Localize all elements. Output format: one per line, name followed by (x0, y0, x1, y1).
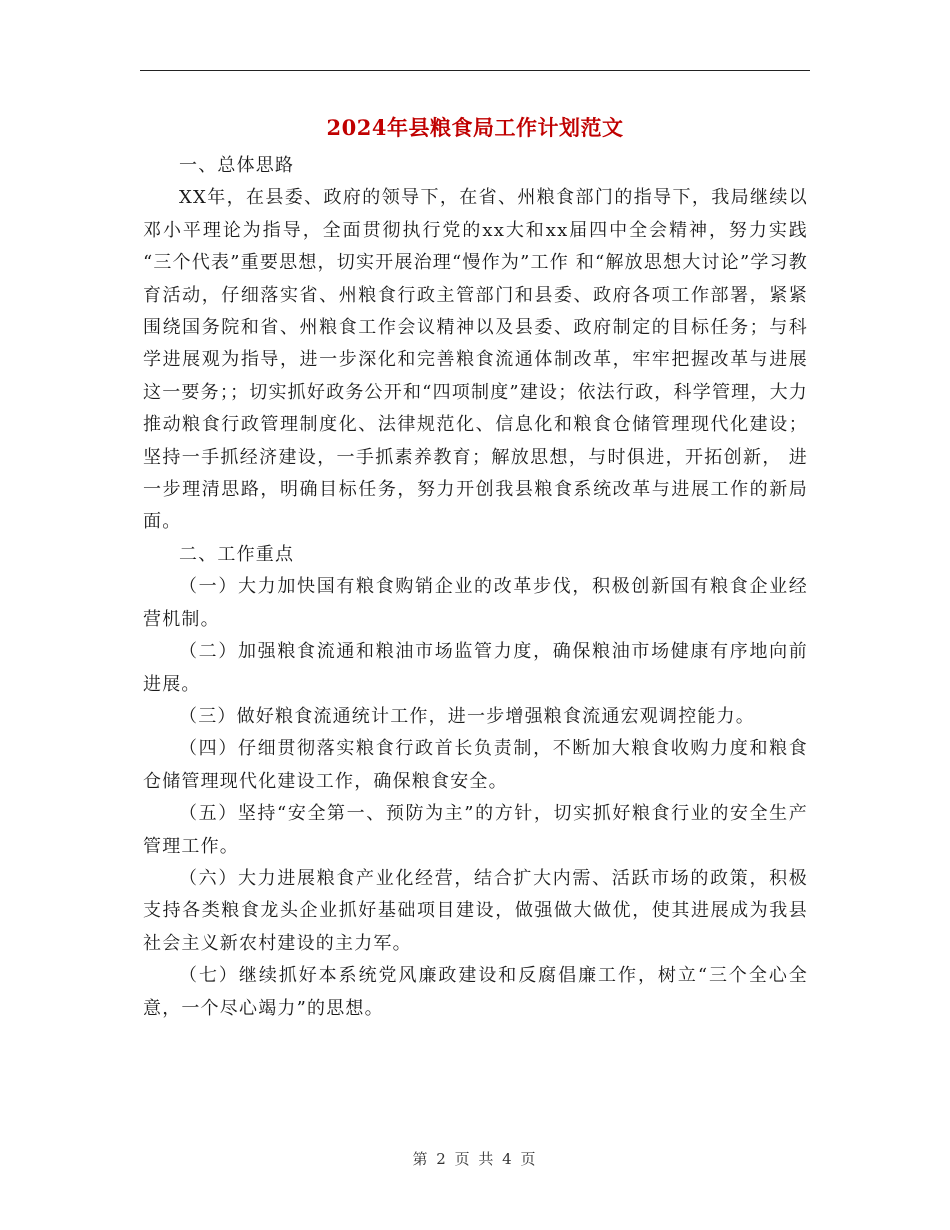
section-1-heading: 一、总体思路 (179, 155, 295, 176)
work-item-2: （二）加强粮食流通和粮油市场监管力度，确保粮油市场健康有序地向前进展。 (143, 641, 808, 695)
page-number: 第 2 页 共 4 页 (412, 1150, 538, 1168)
work-item-3: （三）做好粮食流通统计工作，进一步增强粮食流通宏观调控能力。 (179, 705, 755, 727)
work-item-7: （七）继续抓好本系统党风廉政建设和反腐倡廉工作，树立“三个全心全意，一个尽心竭力”的思想。 (143, 965, 808, 1019)
document-body (143, 150, 808, 1025)
work-item-5: （五）坚持“安全第一、预防为主”的方针，切实抓好粮食行业的安全生产管理工作。 (143, 803, 808, 857)
work-item-4: （四）仔细贯彻落实粮食行政首长负责制，不断加大粮食收购力度和粮食仓储管理现代化建设工作，确保粮食安全。 (143, 738, 808, 792)
document-title: 2024年县粮食局工作计划范文 (326, 115, 624, 140)
section-2-heading: 二、工作重点 (179, 543, 295, 565)
work-item-1: （一）大力加快国有粮食购销企业的改革步伐，积极创新国有粮食企业经营机制。 (143, 576, 808, 630)
header-rule (140, 70, 810, 71)
work-item-6: （六）大力进展粮食产业化经营，结合扩大内需、活跃市场的政策，积极支持各类粮食龙头企业抓好基础项目建设，做强做大做优，使其进展成为我县社会主义新农村建设的主力军。 (143, 867, 808, 954)
section-1-paragraph: XX年，在县委、政府的领导下，在省、州粮食部门的指导下，我局继续以邓小平理论为指导，全面贯彻执行党的xx大和xx届四中全会精神，努力实践 “三个代表”重要思想，切实开展治理“慢作为”工作 和“解放思想大讨论”学习教育活动，仔细落实省、州粮食行政主管部门和县委、政府各项工作部署，紧紧围绕国务院和省、州粮食工作会议精神以及县委、政府制定的目标任务；与科学进展观为指导，进一步深化和完善粮食流通体制改革，牢牢把握改革与进展这一要务；；切实抓好政务公开和“四项制度”建设；依法行政，科学管理，大力推动粮食行政管理制度化、法律规范化、信息化和粮食仓储管理现代化建设；坚持一手抓经济建设，一手抓素养教育；解放思想，与时俱进，开拓创新， 进一步理清思路，明确目标任务，努力开创我县粮食系统改革与进展工作的新局面。 (143, 187, 808, 533)
